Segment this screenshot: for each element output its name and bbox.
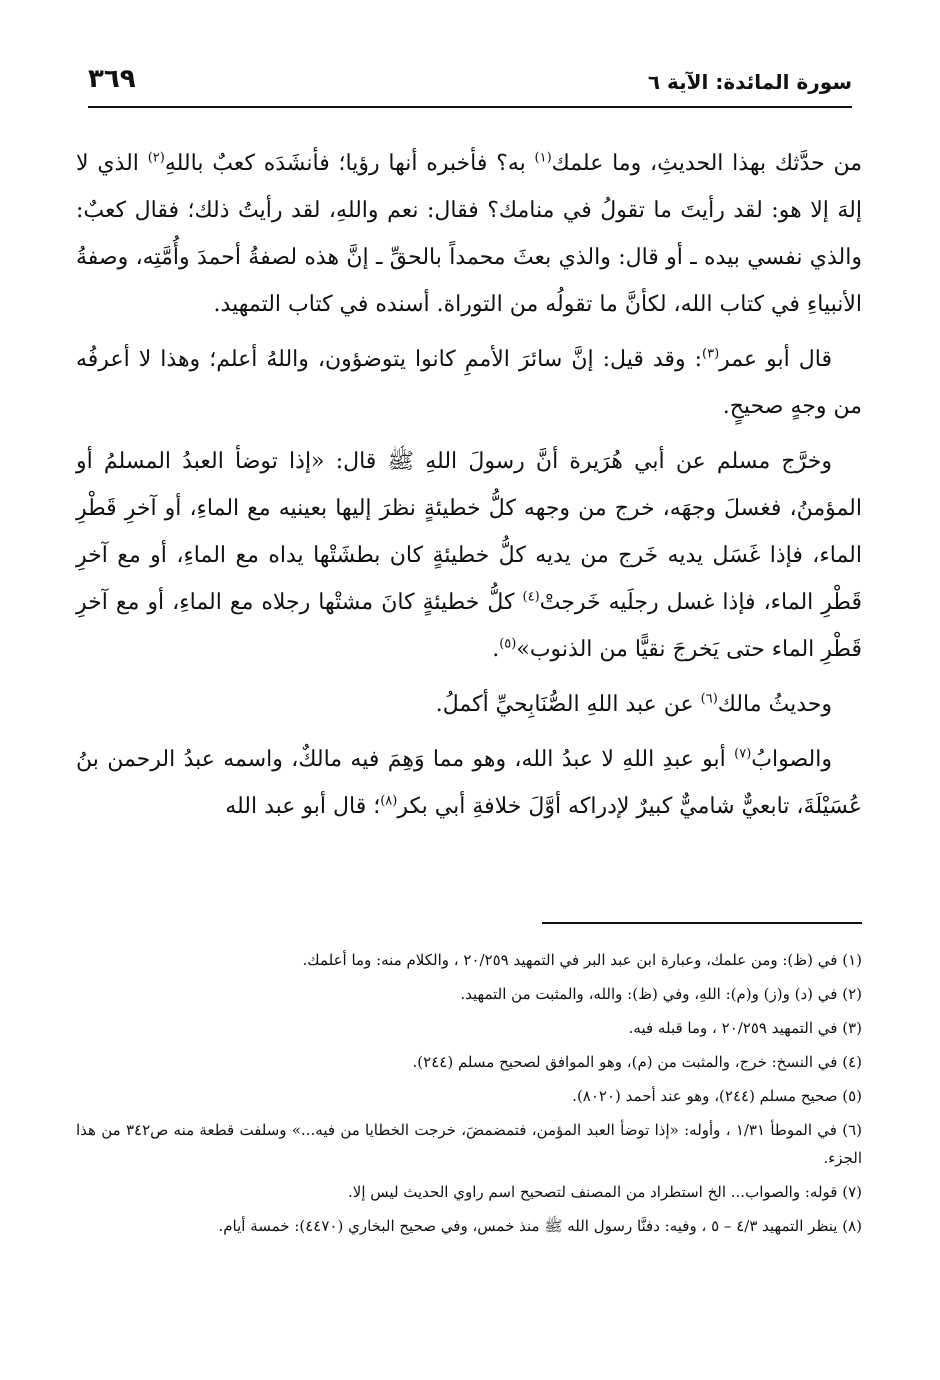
- text-run: وحديثُ مالك: [717, 692, 832, 717]
- paragraph-2: [76, 336, 862, 430]
- footnote-8: (٨) ينظر التمهيد ٤/٣ – ٥ ، وفيه: دفنَّا رسول الله ﷺ منذ خمس، وفي صحيح البخاري (٤٤٧٠): خمسة أيام.: [218, 1217, 862, 1235]
- footnote-6: (٦) في الموطأ ١/٣١ ، وأوله: «إذا توضأ العبد المؤمن، فتمضمضَ، خرجت الخطايا من فيه...» وسلفت قطعة منه ص٣٤٢ من هذا الجزء.: [76, 1121, 862, 1167]
- text-run: قال أبو عمر: [719, 347, 832, 372]
- text-run: كلُّ خطيئةٍ كانَ مشتْها رجلاه مع الماءِ، أو مع آخرِ قَطْرِ الماء حتى يَخرجَ نقيًّا من الذنوب»: [76, 590, 862, 662]
- text-run: ؛ قال أبو عبد الله: [225, 794, 381, 819]
- footnote-marker-3: (٣): [702, 346, 720, 362]
- main-text: [76, 140, 862, 838]
- footnote-marker-2: (٢): [147, 150, 165, 166]
- footnote-7: (٧) قوله: والصواب... الخ استطراد من المصنف لتصحيح اسم راوي الحديث ليس إلا.: [348, 1183, 862, 1201]
- paragraph-5: [76, 736, 862, 830]
- footnote-2: (٢) في (د) و(ز) و(م): اللهِ، وفي (ظ): والله، والمثبت من التمهيد.: [460, 985, 862, 1003]
- footnote-3: (٣) في التمهيد ٢٠/٢٥٩ ، وما قبله فيه.: [628, 1019, 862, 1037]
- footnotes: [76, 946, 862, 1246]
- header-title: سورة المائدة: الآية ٦: [647, 70, 852, 94]
- footnote-5: (٥) صحيح مسلم (٢٤٤)، وهو عند أحمد (٨٠٢٠).: [572, 1087, 862, 1105]
- footnote-marker-1: (١): [534, 150, 552, 166]
- text-run: به؟ فأخبره أنها رؤيا؛ فأنشَدَه كعبٌ باللهِ: [164, 151, 535, 176]
- running-header: [88, 62, 852, 108]
- paragraph-3: [76, 438, 862, 673]
- footnote-separator: [542, 922, 862, 924]
- footnote-1: (١) في (ظ): ومن علمك، وعبارة ابن عبد البر في التمهيد ٢٠/٢٥٩ ، والكلام منه: وما أعلمك.: [302, 951, 862, 969]
- text-run: : وقد قيل: إنَّ سائرَ الأممِ كانوا يتوضؤون، واللهُ أعلم؛ وهذا لا أعرفُه من وجهٍ صحيحٍ.: [76, 347, 862, 419]
- paragraph-4: [76, 681, 862, 728]
- text-run: أبو عبدِ اللهِ لا عبدُ الله، وهو مما وَهِمَ فيه مالكٌ، واسمه عبدُ الرحمن بنُ عُسَيْلَةَ، تابعيٌّ شاميٌّ كبيرٌ لإدراكه أوَّلَ خلافةِ أبي بكر: [76, 747, 862, 819]
- text-run: .: [492, 637, 500, 662]
- text-run: الذي لا إلهَ إلا هو: لقد رأيتَ ما تقولُ في منامك؟ فقال: نعم واللهِ، لقد رأيتُ ذلك؛ فقال كعبٌ: والذي نفسي بيده ـ أو قال: والذي بعثَ محمداً بالحقِّ ـ إنَّ هذه لصفةُ أحمدَ وأُمَّتِه، وصفةُ الأنبياءِ في كتاب الله، لكأنَّ ما تقولُه من التوراة. أسنده في كتاب التمهيد.: [76, 151, 862, 317]
- footnote-4: (٤) في النسخ: خرج، والمثبت من (م)، وهو الموافق لصحيح مسلم (٢٤٤).: [412, 1053, 862, 1071]
- footnote-marker-8: (٨): [380, 793, 398, 809]
- footnote-marker-7: (٧): [734, 746, 752, 762]
- text-run: عن عبد اللهِ الصُّنَابِحيِّ أكملُ.: [435, 692, 701, 717]
- text-run: وخرَّج مسلم عن أبي هُرَيرة أنَّ رسولَ اللهِ ﷺ قال: «إذا توضأ العبدُ المسلمُ أو المؤمنُ، فغسلَ وجهَه، خرج من وجهه كلُّ خطيئةٍ نظرَ إليها بعينيه مع الماءِ، أو آخرِ قَطْرِ الماء، فإذا غَسَل يديه خَرج من يديه كلُّ خطيئةٍ كان بطشَتْها يداه مع الماءِ، أو مع آخرِ قَطْرِ الماء، فإذا غسل رجلَيه خَرجتْ: [76, 449, 862, 615]
- page-number: ٣٦٩: [88, 64, 136, 94]
- paragraph-1: [76, 140, 862, 328]
- text-run: والصوابُ: [751, 747, 832, 772]
- footnote-marker-6: (٦): [700, 691, 718, 707]
- footnote-marker-5: (٥): [499, 636, 517, 652]
- text-run: من حدَّثك بهذا الحديثِ، وما علمك: [551, 151, 863, 176]
- footnote-marker-4: (٤): [522, 589, 540, 605]
